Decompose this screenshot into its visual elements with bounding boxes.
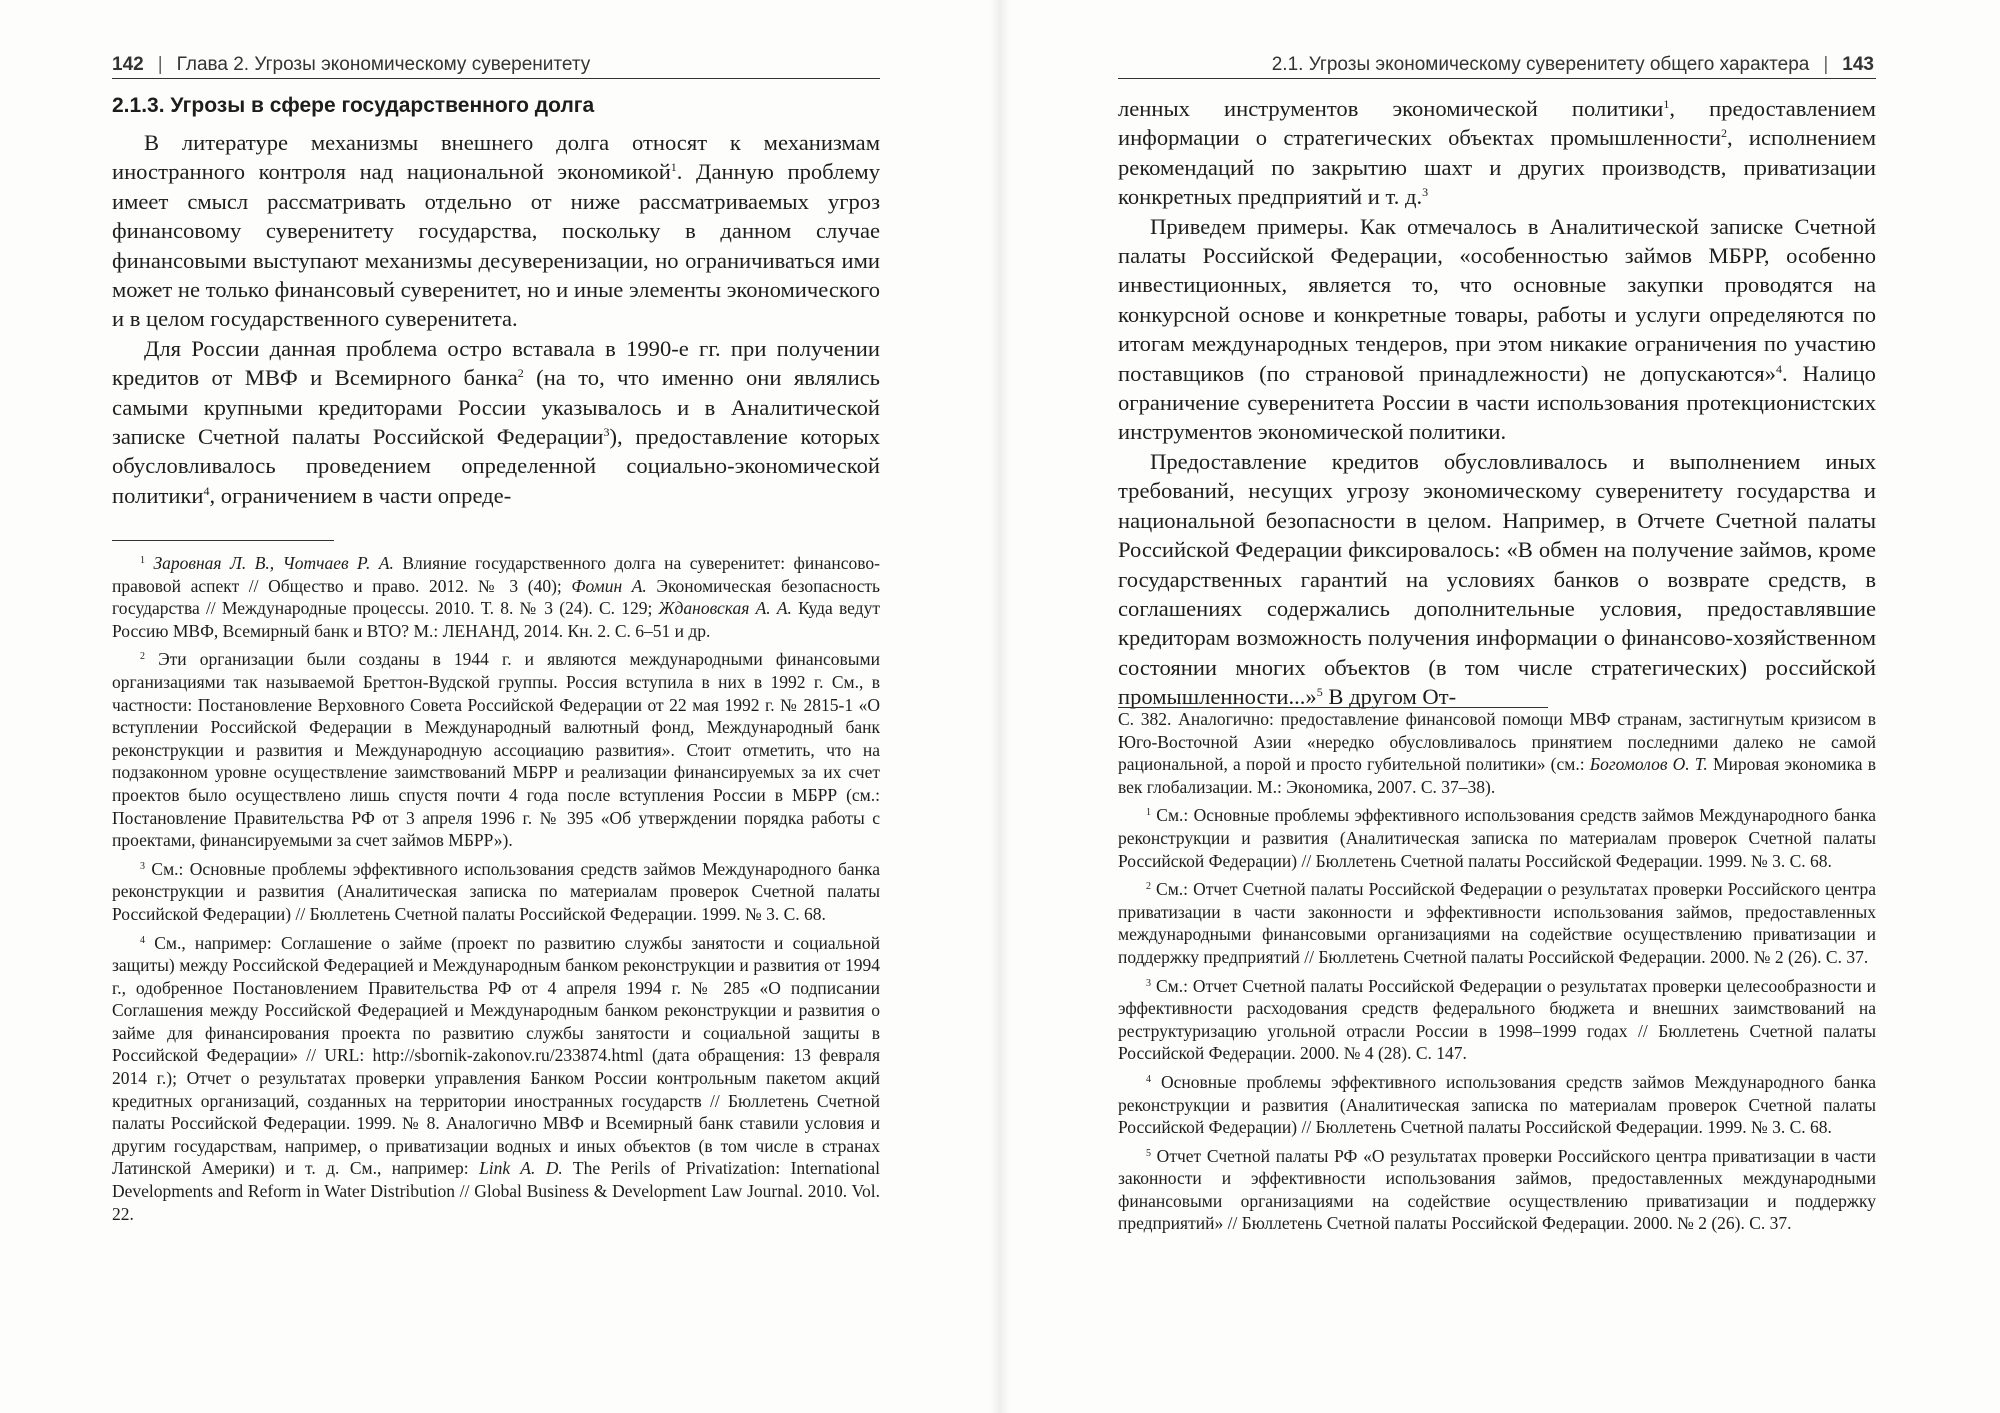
text-run: В другом От- [1322,684,1457,710]
footnote [1118,804,1876,872]
footnote-marker: 1 [1663,97,1670,111]
text-run: Куда ведут Россию МВФ, Всемирный банк и ВТО? М.: ЛЕНАНД, 2014. Кн. 2. С. 6–51 и др. [112,598,880,641]
text-run: Для России данная проблема остро вставала в 1990-е гг. при получении кредитов от МВФ и Всемирного банка [112,335,880,391]
text-run: (на то, что именно они являлись самыми крупными кредиторами России указывалось и в Аналитической записке Счетной палаты Российской Федерации [112,365,880,450]
text-run: Предоставление кредитов обусловливалось и выполнением иных требований, несущих угрозу экономическому суверенитету государства и национальной безопасности в целом. Например, в Отчете Счетной палаты Российской Федерации фиксировалось: «В обмен на получение займов, кроме государственных гарантий на условиях банков о возврате средств, в соглашениях содержались дополнительные условия, предоставлявшие кредиторам возможность получения информации о финансово-хозяйственном состоянии многих объектов (в том числе стратегических) российской промышленности...» [1118,448,1876,710]
right-paragraph [1118,447,1876,712]
author-name: Link A. D. [479,1158,563,1179]
right-paragraph [1118,212,1876,447]
right-page-number: 143 [1842,54,1874,75]
author-name: Фомин А. [571,575,647,596]
head-separator: | [1823,54,1829,75]
footnote [112,858,880,926]
left-body [112,92,880,510]
footnote-marker: 3 [1422,185,1429,200]
right-body [1118,94,1876,712]
left-header-rule [112,78,880,79]
footnote-marker: 4 [1775,361,1782,376]
text-run: . Данную проблему имеет смысл рассматривать отдельно от ниже рассматриваемых угроз финансовому суверенитету государства, поскольку в данном случае финансовыми выступают механизмы десуверенизации, но ограничиваться ими может не только финансовый суверенитет, но и иные элементы экономического и в целом государственного суверенитета. [112,159,880,332]
text-run: . Налицо ограничение суверенитета России в части использования протекционистских инструментов экономической политики. [1118,360,1876,445]
footnote-marker: 4 [203,483,210,498]
footnote [1118,878,1876,968]
author-name: Богомолов О. Т. [1589,754,1708,775]
text-run: См.: Отчет Счетной палаты Российской Федерации о результатах проверки Российского центра приватизации в части законности и эффективности использования займов, предоставленных международными финансовыми организациями на содействие осуществлению приватизации и поддержку предприятий // Бюллетень Счетной палаты Российской Федерации. 2000. № 2 (26). С. 37. [1118,879,1876,967]
footnote-marker: 2 [140,651,145,663]
text-run: ленных инструментов экономической политики [1118,96,1664,121]
right-page [1000,0,2000,1413]
text-run: Экономическая безопасность государства // Международные процессы. 2010. Т. 8. № 3 (24). С. 129; [112,575,881,619]
footnote [112,932,880,1226]
footnote [112,648,880,851]
text-run: Отчет Счетной палаты РФ «О результатах проверки Российского центра приватизации в части законности и эффективности использования займов, предоставленных международными финансовыми организациями на содействие осуществлению приватизации и поддержку предприятий» // Бюллетень Счетной палаты Российской Федерации. 2000. № 2 (26). С. 37. [1118,1145,1876,1234]
right-footnotes [1118,708,1876,1241]
text-run: The Perils of Privatization: International Developments and Reform in Water Distribution // Global Business & Development Law Journal. 2010. Vol. 22. [112,1158,880,1224]
footnote [112,552,880,642]
footnote-marker: 1 [140,555,145,566]
head-separator: | [157,54,163,75]
left-paragraph [112,128,880,334]
text-run: ), предоставление которых обусловливалось проведением определенной социально-экономической политики [112,424,880,508]
text-run: , ограничением в части опреде- [209,482,512,508]
right-paragraph [1118,94,1876,212]
footnote-marker: 1 [1146,807,1151,819]
text-run: См.: Основные проблемы эффективного использования средств займов Международного банка реконструкции и развития (Аналитическая записка по материалам проверок Счетной палаты Российской Федерации) // Бюллетень Счетной палаты Российской Федерации. 1999. № 3. С. 68. [1118,805,1876,871]
text-run: Основные проблемы эффективного использования средств займов Международного банка реконструкции и развития (Аналитическая записка по материалам проверок Счетной палаты Российской Федерации) // Бюллетень Счетной палаты Российской Федерации. 1999. № 3. С. 68. [1118,1071,1876,1138]
text-run: См.: Основные проблемы эффективного использования средств займов Международного банка реконструкции и развития (Аналитическая записка по материалам проверок Счетной палаты Российской Федерации) // Бюллетень Счетной палаты Российской Федерации. 1999. № 3. С. 68. [112,858,880,924]
footnote-marker: 3 [140,860,145,872]
footnote-marker: 3 [603,425,610,440]
text-run: В литературе механизмы внешнего долга относят к механизмам иностранного контроля над национальной экономикой [112,130,880,185]
left-page-number: 142 [112,54,144,75]
footnote-marker: 4 [1146,1073,1151,1085]
text-run: , предоставлением информации о стратегических объектах промышленности [1118,96,1876,151]
text-run: , исполнением рекомендаций по закрытию шахт и других производств, приватизации конкретных предприятий и т. д. [1118,125,1876,210]
text-run: Приведем примеры. Как отмечалось в Аналитической записке Счетной палаты Российской Федерации, «особенностью займов МБРР, особенно инвестиционных, является то, что основные закупки проводятся на конкурсной основе и конкретные товары, работы и услуги определяются по итогам международных тендеров, при этом никакие ограничения по участию поставщиков (по страновой принадлежности) не допускаются» [1118,213,1876,386]
footnote-marker: 1 [670,160,677,175]
left-paragraph [112,334,880,510]
footnote-marker: 3 [1146,977,1151,989]
text-run: См., например: Соглашение о займе (проект по развитию службы занятости и социальной защиты) между Российской Федерацией и Международным банком реконструкции и развития от 1994 г., одобренное Постановлением Правительства РФ от 4 апреля 1994 г. № 285 «О подписании Соглашения между Российской Федерацией и Международным банком реконструкции и развития о займе для финансирования проекта по развитию службы занятости и социальной защиты в Российской Федерации» // URL: http://sbornik-zakonov.ru/233874.html (дата обращения: 13 февраля 2014 г.); Отчет о результатах проверки управления Банком России контрольным пакетом акций кредитных организаций, созданных на территории иностранных государств // Бюллетень Счетной палаты Российской Федерации. 1999. № 8. Аналогично МВФ и Всемирный банк ставили условия и другим государствам, например, о приватизации водных и иных объектов (в том числе в странах Латинской Америки) и т. д. См., например: [112,932,880,1179]
author-name: Заровная Л. В., Чотчаев Р. А. [153,553,394,573]
left-chapter-title: Глава 2. Угрозы экономическому суверенитету [176,54,591,75]
footnote [1118,975,1876,1065]
text-run: Эти организации были созданы в 1944 г. и являются международными финансовыми организациями так называемой Бреттон-Вудской группы. Россия вступила в них в 1992 г. См., в частности: Постановление Верховного Совета Российской Федерации от 22 мая 1992 г. № 2815-1 «О вступлении Российской Федерации в Международный валютный фонд, Международный банк реконструкции и развития и Международную ассоциацию развития». Стоит отметить, что на подзаконном уровне осуществление заимствований МБРР и реализации финансируемых за их счет проектов было осуществлено лишь спустя почти 4 года после вступления России в МБРР (см.: Постановление Правительства РФ от 3 апреля 1996 г. № 395 «Об утверждении порядка работы с проектами, финансируемыми за счет займов МБРР»). [112,649,880,851]
right-section-title: 2.1. Угрозы экономическому суверенитету общего характера [1271,54,1810,75]
left-footnote-separator [112,540,334,541]
text-run: Влияние государственного долга на суверенитет: финансово-правовой аспект // Общество и право. 2012. № 3 (40); [112,553,881,596]
text-run: С. 382. Аналогично: предоставление финансовой помощи МВФ странам, застигнутым кризисом в Юго-Восточной Азии «нередко обусловливалось принятием последними далеко не самой рациональной, а порой и просто губительной политики» (см.: [1118,709,1876,775]
left-footnotes [112,552,880,1231]
footnote-continuation [1118,708,1876,798]
left-running-head [112,48,590,76]
footnote [1118,1145,1876,1235]
text-run: См.: Отчет Счетной палаты Российской Федерации о результатах проверки целесообразности и эффективности расходования средств федерального бюджета и внешних заимствований на реструктуризацию угольной отрасли России в 1998–1999 годах // Бюллетень Счетной палаты Российской Федерации. 2000. № 4 (28). С. 147. [1118,975,1876,1064]
text-run: Мировая экономика в век глобализации. М.: Экономика, 2007. С. 37–38). [1118,754,1876,797]
footnote [1118,1071,1876,1139]
author-name: Ждановская А. А. [658,598,792,619]
footnote-marker: 4 [140,934,145,946]
right-header-rule [1118,78,1876,79]
footnote-marker: 5 [1316,685,1323,700]
footnote-marker: 2 [517,366,524,381]
footnote-marker: 2 [1146,881,1151,893]
right-running-head [1272,48,1874,76]
footnote-marker: 2 [1720,126,1727,141]
footnote-marker: 5 [1146,1147,1151,1159]
section-heading: 2.1.3. Угрозы в сфере государственного долга [112,94,595,117]
